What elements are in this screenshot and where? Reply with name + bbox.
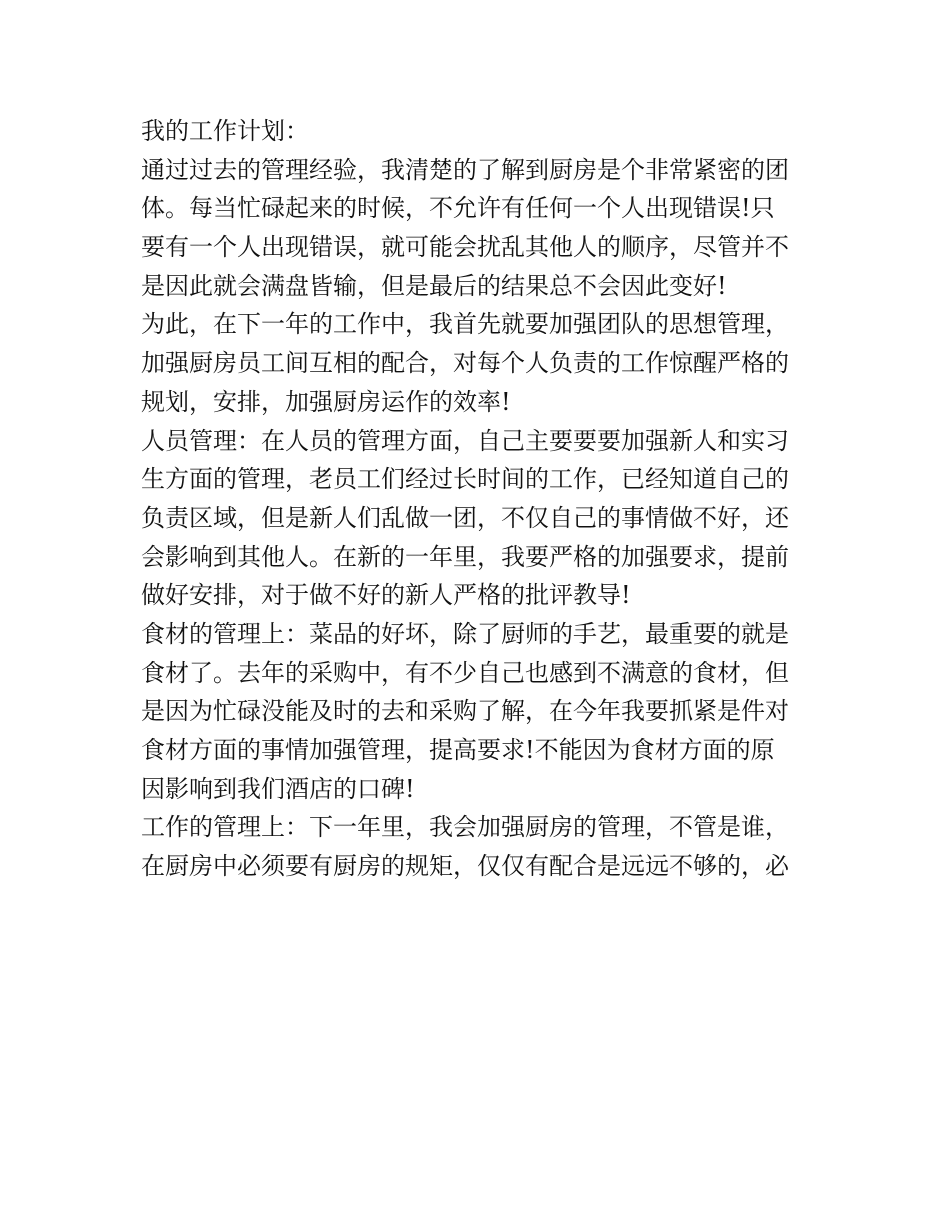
text-line: 规划，安排，加强厨房运作的效率!	[141, 387, 511, 416]
text-line: 体。每当忙碌起来的时候，不允许有任何一个人出现错误!只	[141, 194, 775, 223]
text-line: 是因为忙碌没能及时的去和采购了解，在今年我要抓紧是件对	[141, 697, 789, 726]
document-title-line: 我的工作计划：	[141, 117, 309, 145]
text-line: 负责区域，但是新人们乱做一团，不仅自己的事情做不好，还	[141, 503, 789, 532]
text-line: 加强厨房员工间互相的配合，对每个人负责的工作惊醒严格的	[141, 349, 789, 378]
text-line: 食材了。去年的采购中，有不少自己也感到不满意的食材，但	[141, 658, 789, 687]
text-line: 生方面的管理，老员工们经过长时间的工作，已经知道自己的	[141, 465, 789, 494]
text-line: 工作的管理上：下一年里，我会加强厨房的管理，不管是谁，	[141, 813, 789, 842]
text-line: 食材方面的事情加强管理，提高要求!不能因为食材方面的原	[141, 736, 775, 764]
document-body	[141, 112, 821, 886]
text-line: 会影响到其他人。在新的一年里，我要严格的加强要求，提前	[141, 542, 789, 571]
text-line: 做好安排，对于做不好的新人严格的批评教导!	[141, 581, 631, 610]
text-line: 人员管理：在人员的管理方面，自己主要要要加强新人和实习	[141, 426, 789, 455]
text-line: 为此，在下一年的工作中，我首先就要加强团队的思想管理，	[141, 310, 789, 339]
text-line: 在厨房中必须要有厨房的规矩，仅仅有配合是远远不够的，必	[141, 852, 789, 881]
text-line: 食材的管理上：菜品的好坏，除了厨师的手艺，最重要的就是	[141, 619, 789, 648]
text-line: 因影响到我们酒店的口碑!	[141, 774, 415, 803]
text-line: 要有一个人出现错误，就可能会扰乱其他人的顺序，尽管并不	[141, 233, 789, 262]
text-line: 通过过去的管理经验，我清楚的了解到厨房是个非常紧密的团	[141, 155, 789, 184]
text-line: 是因此就会满盘皆输，但是最后的结果总不会因此变好!	[141, 271, 727, 300]
